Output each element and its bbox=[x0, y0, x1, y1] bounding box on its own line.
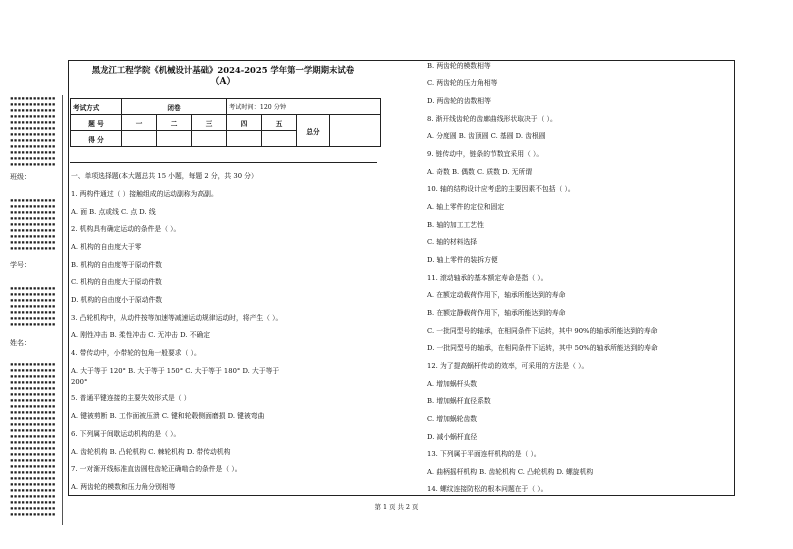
question-line: C. 增加蜗轮齿数 bbox=[427, 415, 478, 423]
exam-method-label: 考试方式 bbox=[71, 99, 122, 115]
question-line: D. 轴上零件的装拆方便 bbox=[427, 256, 498, 264]
question-number-row bbox=[71, 115, 381, 131]
divider bbox=[70, 162, 377, 163]
score-table bbox=[70, 98, 381, 147]
binding-sidebar bbox=[0, 0, 66, 549]
score-cell bbox=[122, 131, 157, 147]
section-header: 五 bbox=[262, 115, 297, 131]
question-line: A. 键被剪断 B. 工作面被压溃 C. 键和轮毂侧面磨损 D. 键被弯曲 bbox=[71, 412, 265, 420]
question-line: B. 增加蜗杆直径系数 bbox=[427, 397, 491, 405]
question-line: B. 轴的加工工艺性 bbox=[427, 221, 484, 229]
question-line: A. 分度圆 B. 齿顶圆 C. 基圆 D. 齿根圆 bbox=[427, 132, 546, 140]
question-line: A. 刚性冲击 B. 柔性冲击 C. 无冲击 D. 不确定 bbox=[71, 331, 210, 339]
question-line: C. 一批同型号的轴承，在相同条件下运转，其中 90%的轴承所能达到的寿命 bbox=[427, 327, 658, 335]
question-line: C. 两齿轮的压力角相等 bbox=[427, 79, 498, 87]
question-line: A. 齿轮机构 B. 凸轮机构 C. 棘轮机构 D. 带传动机构 bbox=[71, 448, 231, 456]
question-line: 14. 螺纹连接防松的根本问题在于（ ）。 bbox=[427, 485, 548, 493]
question-line: 1. 两构件通过（ ）接触组成的运动副称为高副。 bbox=[71, 190, 218, 198]
question-line: B. 两齿轮的模数相等 bbox=[427, 62, 491, 70]
section-header: 二 bbox=[157, 115, 192, 131]
score-cell bbox=[227, 131, 262, 147]
question-line: C. 轴的材料选择 bbox=[427, 238, 478, 246]
question-line: A. 增加蜗杆头数 bbox=[427, 380, 478, 388]
question-no-label: 题 号 bbox=[71, 115, 122, 131]
exam-method-value: 闭卷 bbox=[122, 99, 227, 115]
total-label: 总分 bbox=[297, 115, 330, 147]
binding-line bbox=[62, 95, 63, 525]
exam-time: 考试时间：120 分钟 bbox=[227, 99, 381, 115]
question-line: A. 机构的自由度大于零 bbox=[71, 243, 142, 251]
question-line: 12. 为了提高蜗杆传动的效率，可采用的方法是（ ）。 bbox=[427, 362, 589, 370]
binding-dots: ▪▪▪▪▪▪▪▪▪▪▪▪ ▪▪▪▪▪▪▪▪▪▪▪▪ ▪▪▪▪▪▪▪▪▪▪▪▪ ▪▪▪▪▪▪▪▪▪▪▪▪ ▪▪▪▪▪▪▪▪▪▪▪▪ ▪▪▪▪▪▪▪▪▪▪▪▪ ▪▪▪▪▪▪▪▪▪▪▪▪ ▪▪▪▪▪▪▪▪▪▪▪▪ ▪▪▪▪▪▪▪▪▪▪▪▪ ▪▪▪▪▪▪▪▪▪▪▪▪ ▪▪▪▪▪▪▪▪▪▪▪▪ ▪▪▪▪▪▪▪▪▪▪▪▪ bbox=[10, 95, 56, 168]
question-line: 200° bbox=[71, 378, 88, 386]
student-id-label: 学号： bbox=[10, 261, 31, 269]
question-line: 9. 链传动中，链条的节数宜采用（ ）。 bbox=[427, 150, 544, 158]
exam-info-row bbox=[71, 99, 381, 115]
question-line: B. 机构的自由度等于原动件数 bbox=[71, 261, 162, 269]
section-heading: 一、单项选择题(本大题总共 15 小题，每题 2 分，共 30 分） bbox=[71, 172, 258, 180]
page-number: 第 1 页 共 2 页 bbox=[374, 503, 419, 511]
question-line: D. 减小蜗杆直径 bbox=[427, 433, 478, 441]
question-line: 2. 机构具有确定运动的条件是（ ）。 bbox=[71, 225, 181, 233]
question-line: 5. 普通平键连接的主要失效形式是（ ） bbox=[71, 394, 191, 402]
question-line: A. 面 B. 点或线 C. 点 D. 线 bbox=[71, 208, 156, 216]
section-header: 三 bbox=[192, 115, 227, 131]
title-text: 黑龙江工程学院《机械设计基础》2024-2025 学年第一学期期末试卷 bbox=[91, 65, 355, 75]
question-line: 8. 渐开线齿轮的齿廓曲线形状取决于（ ）。 bbox=[427, 115, 557, 123]
score-cell bbox=[192, 131, 227, 147]
question-line: D. 机构的自由度小于原动件数 bbox=[71, 296, 163, 304]
question-line: A. 奇数 B. 偶数 C. 质数 D. 无所谓 bbox=[427, 168, 533, 176]
exam-variant: （A） bbox=[210, 77, 236, 87]
score-label: 得 分 bbox=[71, 131, 122, 147]
question-line: 10. 轴的结构设计应考虑的主要因素不包括（ ）。 bbox=[427, 185, 575, 193]
question-line: 7. 一对渐开线标准直齿圆柱齿轮正确啮合的条件是（ ）。 bbox=[71, 465, 242, 473]
question-line: A. 轴上零件的定位和固定 bbox=[427, 203, 505, 211]
question-line: D. 两齿轮的齿数相等 bbox=[427, 97, 491, 105]
section-header: 四 bbox=[227, 115, 262, 131]
question-line: 3. 凸轮机构中，从动件按等加速等减速运动规律运动时，将产生（ ）。 bbox=[71, 314, 283, 322]
exam-title bbox=[70, 64, 376, 88]
total-score-cell bbox=[330, 115, 381, 147]
question-line: A. 在额定动载荷作用下，轴承所能达到的寿命 bbox=[427, 291, 566, 299]
binding-dots: ▪▪▪▪▪▪▪▪▪▪▪▪ ▪▪▪▪▪▪▪▪▪▪▪▪ ▪▪▪▪▪▪▪▪▪▪▪▪ ▪▪▪▪▪▪▪▪▪▪▪▪ ▪▪▪▪▪▪▪▪▪▪▪▪ ▪▪▪▪▪▪▪▪▪▪▪▪ ▪▪▪▪▪▪▪▪▪▪▪▪ ▪▪▪▪▪▪▪▪▪▪▪▪ ▪▪▪▪▪▪▪▪▪▪▪▪ bbox=[10, 197, 56, 252]
student-name-label: 姓名： bbox=[10, 339, 31, 347]
binding-dots: ▪▪▪▪▪▪▪▪▪▪▪▪ ▪▪▪▪▪▪▪▪▪▪▪▪ ▪▪▪▪▪▪▪▪▪▪▪▪ ▪▪▪▪▪▪▪▪▪▪▪▪ ▪▪▪▪▪▪▪▪▪▪▪▪ ▪▪▪▪▪▪▪▪▪▪▪▪ ▪▪▪▪▪▪▪▪▪▪▪▪ bbox=[10, 285, 56, 328]
question-line: A. 两齿轮的模数和压力角分别相等 bbox=[71, 483, 176, 491]
question-line: 11. 滚动轴承的基本额定寿命是指（ ）。 bbox=[427, 274, 548, 282]
question-line: 4. 带传动中，小带轮的包角一般要求（ ）。 bbox=[71, 349, 201, 357]
score-cell bbox=[262, 131, 297, 147]
section-header: 一 bbox=[122, 115, 157, 131]
question-line: A. 大于等于 120° B. 大于等于 150° C. 大于等于 180° D. 大于等于 bbox=[71, 367, 280, 375]
score-cell bbox=[157, 131, 192, 147]
question-line: D. 一批同型号的轴承，在相同条件下运转，其中 50%的轴承所能达到的寿命 bbox=[427, 344, 658, 352]
question-line: B. 在额定静载荷作用下，轴承所能达到的寿命 bbox=[427, 309, 566, 317]
binding-dots: ▪▪▪▪▪▪▪▪▪▪▪▪ ▪▪▪▪▪▪▪▪▪▪▪▪ ▪▪▪▪▪▪▪▪▪▪▪▪ ▪▪▪▪▪▪▪▪▪▪▪▪ ▪▪▪▪▪▪▪▪▪▪▪▪ ▪▪▪▪▪▪▪▪▪▪▪▪ ▪▪▪▪▪▪▪▪▪▪▪▪ ▪▪▪▪▪▪▪▪▪▪▪▪ ▪▪▪▪▪▪▪▪▪▪▪▪ ▪▪▪▪▪▪▪▪▪▪▪▪ ▪▪▪▪▪▪▪▪▪▪▪▪ ▪▪▪▪▪▪▪▪▪▪▪▪ ▪▪▪▪▪▪▪▪▪▪▪▪ ▪▪▪▪▪▪▪▪▪▪▪▪ ▪▪▪▪▪▪▪▪▪▪▪▪ ▪▪▪▪▪▪▪▪▪▪▪▪ ▪▪▪▪▪▪▪▪▪▪▪▪ ▪▪▪▪▪▪▪▪▪▪▪▪ ▪▪▪▪▪▪▪▪▪▪▪▪ ▪▪▪▪▪▪▪▪▪▪▪▪ ▪▪▪▪▪▪▪▪▪▪▪▪ ▪▪▪▪▪▪▪▪▪▪▪▪ ▪▪▪▪▪▪▪▪▪▪▪▪ ▪▪▪▪▪▪▪▪▪▪▪▪ ▪▪▪▪▪▪▪▪▪▪▪▪ ▪▪▪▪▪▪▪▪▪▪▪▪ bbox=[10, 361, 56, 518]
class-label: 班级： bbox=[10, 173, 31, 181]
question-line: A. 曲柄摇杆机构 B. 齿轮机构 C. 凸轮机构 D. 螺旋机构 bbox=[427, 468, 594, 476]
question-line: 6. 下列属于间歇运动机构的是（ ）。 bbox=[71, 430, 181, 438]
question-line: C. 机构的自由度大于原动件数 bbox=[71, 278, 162, 286]
question-line: 13. 下列属于平面连杆机构的是（ ）。 bbox=[427, 450, 541, 458]
